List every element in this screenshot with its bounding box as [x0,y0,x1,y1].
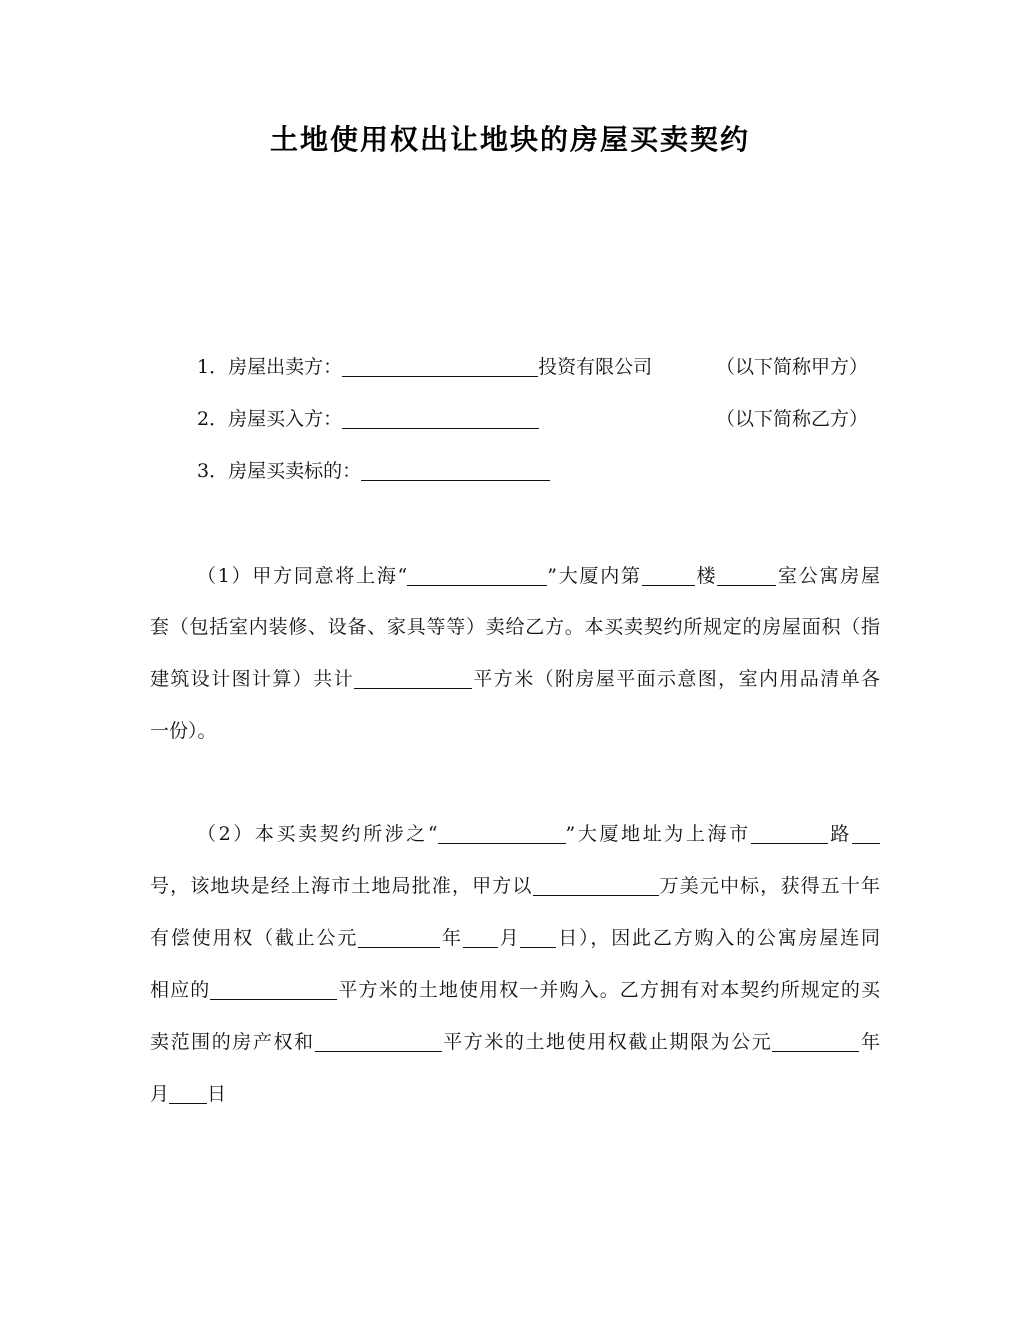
party-buyer-note: （以下简称乙方） [716,408,869,430]
bid-amount-blank [533,895,659,896]
clause-2-text: 卖范围的房产权和 [150,1031,315,1053]
clause-1-text: ”大厦内第 [547,565,642,587]
land-area-blank [210,999,337,1000]
clause-1-line-3 [150,666,880,692]
subject-line [197,458,880,484]
document-title: 土地使用权出让地块的房屋买卖契约 [269,123,750,156]
clause-2-text: 月 [497,927,521,949]
clause-2-text: 万美元中标，获得五十年 [658,875,880,897]
building-name-blank [438,843,566,844]
clause-2-text: 平方米的土地使用权一并购入。乙方拥有对本契约所规定的买 [337,979,880,1001]
end-year-blank [358,947,440,948]
buyer-name-blank [342,428,539,429]
subject-label: 3．房屋买卖标的： [197,460,362,482]
room-blank [717,585,776,586]
clause-2-text: 相应的 [150,979,211,1001]
party-seller-line [197,354,880,380]
clause-2-text: 路 [827,823,852,845]
subject-blank [361,480,550,481]
end-month-blank [463,947,498,948]
clause-1-text: 室公寓房屋 [776,565,880,587]
floor-blank [642,585,695,586]
floor-area-blank [354,688,472,689]
party-seller-label: 1．房屋出卖方： [197,356,343,378]
clause-2-line-1 [150,821,880,847]
clause-1-line-2 [150,614,880,640]
clause-1-line-4 [150,718,880,744]
clause-2-text: 平方米的土地使用权截止期限为公元 [441,1031,773,1053]
clause-1-text: 楼 [694,565,718,587]
clause-1-text: 平方米（附房屋平面示意图，室内用品清单各 [472,668,880,690]
clause-1-text: 一份）。 [150,720,217,742]
expiry-day-blank [169,1103,207,1104]
clause-1-line-1 [150,563,880,589]
clause-1-text: 套（包括室内装修、设备、家具等等）卖给乙方。本买卖契约所规定的房屋面积（指 [150,616,880,638]
road-name-blank [751,843,828,844]
seller-name-blank [342,376,538,377]
house-number-blank [852,843,880,844]
clause-2-line-4 [150,977,880,1003]
clause-2-line-3 [150,925,880,951]
clause-2-line-2 [150,873,880,899]
end-day-blank [520,947,556,948]
party-buyer-line [197,406,880,432]
clause-1-text: （1）甲方同意将上海“ [197,565,408,587]
clause-2-text: 年 [859,1031,880,1053]
land-area-blank [315,1051,442,1052]
clause-2-text: 年 [440,927,463,949]
clause-2-text: （2）本买卖契约所涉之“ [197,823,438,845]
clause-2-text: ”大厦地址为上海市 [565,823,751,845]
clause-2-line-5 [150,1029,880,1055]
party-seller-note: （以下简称甲方） [716,356,869,378]
clause-2-text: 月 [150,1083,170,1105]
clause-1-text: 建筑设计图计算）共计 [150,668,354,690]
clause-2-text: 有偿使用权（截止公元 [150,927,359,949]
party-seller-suffix: 投资有限公司 [538,356,653,378]
building-name-blank [407,585,547,586]
clause-2-line-6 [150,1081,880,1107]
expiry-year-blank [772,1051,859,1052]
clause-2-text: 日），因此乙方购入的公寓房屋连同 [556,927,880,949]
clause-2-text: 日 [207,1083,227,1105]
party-buyer-label: 2．房屋买入方： [197,408,343,430]
clause-2-text: 号，该地块是经上海市土地局批准，甲方以 [150,875,533,897]
